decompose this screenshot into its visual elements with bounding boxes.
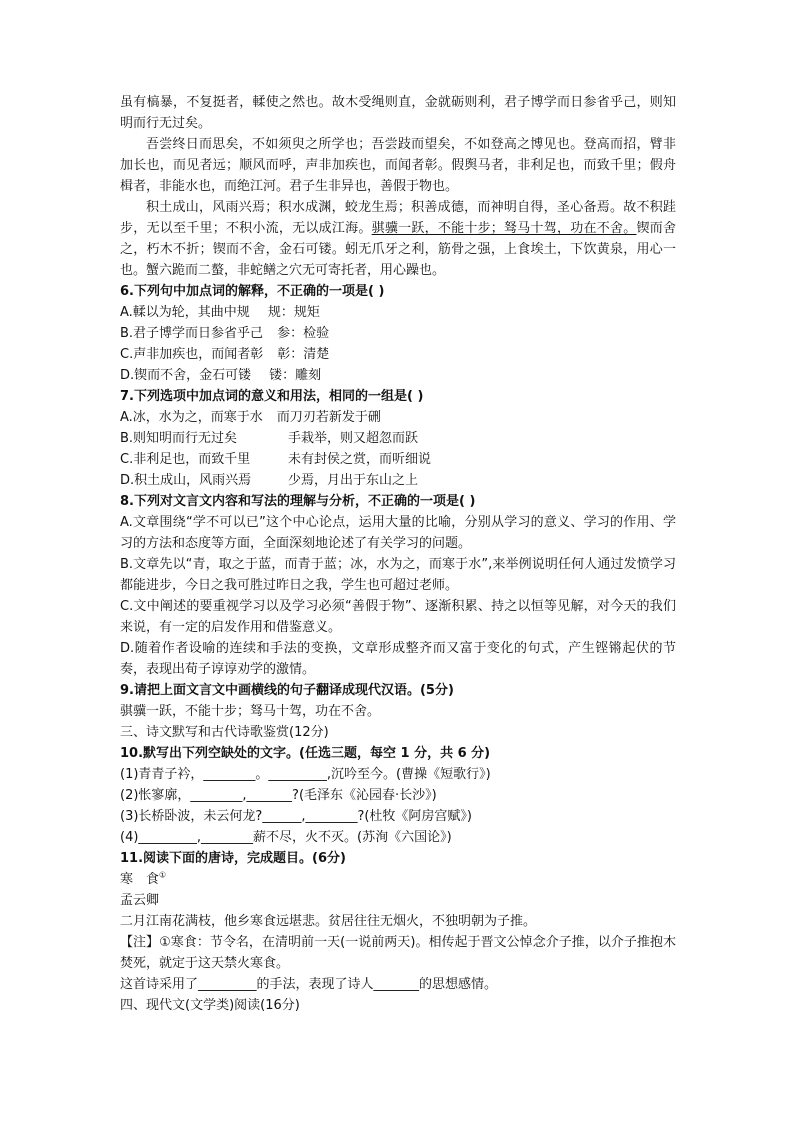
passage-paragraph-3: [120, 197, 676, 281]
poem-note: 【注】①寒食：节令名，在清明前一天(一说前两天)。相传起于晋文公悼念介子推，以介子推抱木焚死，就定于这天禁火寒食。: [120, 935, 676, 971]
option-text: A.輮以为轮，其曲中规: [120, 305, 250, 320]
option-gloss: 彰：清楚: [277, 347, 330, 362]
q10-item-4: (4)_________,________薪不尽，火不灭。(苏洵《六国论》): [120, 830, 452, 845]
q9-sentence: 骐骥一跃，不能十步；驽马十驾，功在不舍。: [120, 704, 381, 719]
q8-option-c: C.文中阐述的要重视学习以及学习必须“善假于物”、逐渐积累、持之以恒等见解，对今天的我们来说，有一定的启发作用和借鉴意义。: [120, 599, 676, 635]
option-gloss: 镂：雕刻: [269, 368, 322, 383]
q7-option-a: [120, 407, 676, 428]
q8-option-d: D.随着作者设喻的连续和手法的变换，文章形成整齐而又富于变化的句式，产生铿锵起伏的节奏，表现出荀子谆谆劝学的激情。: [120, 641, 676, 677]
q6-option-b: [120, 323, 676, 344]
q7-option-d: [120, 470, 676, 491]
q6-option-a: [120, 302, 676, 323]
passage-paragraph-1: 虽有槁暴，不复挺者，輮使之然也。故木受绳则直，金就砺则利，君子博学而日参省乎己，则知明而行无过矣。: [120, 95, 676, 131]
option-compare: 手栽举，则又超忽而跃: [288, 431, 419, 446]
section-3-heading: 三、诗文默写和古代诗歌鉴赏(12分): [120, 725, 329, 740]
question-9-stem: 9.请把上面文言文中画横线的句子翻译成现代汉语。(5分): [120, 683, 454, 698]
question-6-stem: 6.下列句中加点词的解释，不正确的一项是( ): [120, 284, 385, 299]
footnote-marker: ①: [159, 870, 167, 880]
option-text: C.非利足也，而致千里: [120, 452, 251, 467]
question-11-stem: 11.阅读下面的唐诗，完成题目。(6分): [120, 851, 346, 866]
q7-option-b: [120, 428, 676, 449]
option-compare: 未有封侯之赏，而听细说: [288, 452, 432, 467]
option-text: D.锲而不舍，金石可镂: [120, 368, 252, 383]
option-text: D.积土成山，风雨兴焉: [120, 473, 252, 488]
q10-item-2: (2)怅寥廓，________,_______?(毛泽东《沁园春·长沙》): [120, 788, 437, 803]
option-gloss: 规：规矩: [267, 305, 320, 320]
underlined-sentence: 骐骥一跃，不能十步；驽马十驾，功在不舍。: [371, 221, 637, 236]
q10-item-3: (3)长桥卧波，未云何龙?______,________?(杜牧《阿房宫赋》): [120, 809, 472, 824]
poem-title-text: 寒 食: [120, 872, 160, 887]
option-compare: 少焉，月出于东山之上: [288, 473, 419, 488]
question-8-stem: 8.下列对文言文内容和写法的理解与分析，不正确的一项是( ): [120, 494, 476, 509]
q8-option-b: B.文章先以“青，取之于蓝，而青于蓝；冰，水为之，而寒于水”,来举例说明任何人通过发愤学习都能进步，今日之我可胜过昨日之我，学生也可超过老师。: [120, 557, 676, 593]
section-4-heading: 四、现代文(文学类)阅读(16分): [120, 998, 300, 1013]
q10-item-1: (1)青青子衿，________。_________,沉吟至今。(曹操《短歌行》): [120, 767, 491, 782]
option-text: B.君子博学而日参省乎己: [120, 326, 264, 341]
option-compare: 而刀刃若新发于硎: [276, 410, 381, 425]
passage-paragraph-2: 吾尝终日而思矣，不如须臾之所学也；吾尝跂而望矣，不如登高之博见也。登高而招，臂非加长也，而见者远；顺风而呼，声非加疾也，而闻者彰。假舆马者，非利足也，而致千里；假舟楫者，非能水也，而绝江河。君子生非异也，善假于物也。: [120, 137, 676, 194]
question-7-stem: 7.下列选项中加点词的意义和用法，相同的一组是( ): [120, 389, 424, 404]
passage-text: 积土成山，风雨兴焉；积水成渊，蛟龙生焉；积善成德，而神明自得，圣心备焉。故不积跬步，无以至千里；不积小流，无以成江海。: [120, 200, 676, 236]
exam-page: [120, 92, 676, 1016]
poem-text: 二月江南花满枝，他乡寒食远堪悲。贫居往往无烟火，不独明朝为子推。: [120, 914, 537, 929]
passage-text: 锲而舍之，朽木不折；锲而不舍，金石可镂。蚓无爪牙之利，筋骨之强，上食埃土，下饮黄泉，用心一也。蟹六跪而二螯，非蛇鳝之穴无可寄托者，用心躁也。: [120, 221, 676, 278]
question-10-stem: 10.默写出下列空缺处的文字。(任选三题，每空 1 分，共 6 分): [120, 746, 491, 761]
q6-option-c: [120, 344, 676, 365]
q7-option-c: [120, 449, 676, 470]
q6-option-d: [120, 365, 676, 386]
poem-title: [120, 869, 676, 890]
option-text: B.则知明而行无过矣: [120, 431, 238, 446]
poem-author: 孟云卿: [120, 893, 160, 908]
q11-question: 这首诗采用了_________的手法，表现了诗人_______的思想感情。: [120, 977, 498, 992]
q8-option-a: A.文章围绕“学不可以已”这个中心论点，运用大量的比喻，分别从学习的意义、学习的作用、学习的方法和态度等方面，全面深刻地论述了有关学习的问题。: [120, 515, 676, 551]
option-gloss: 参：检验: [277, 326, 330, 341]
option-text: C.声非加疾也，而闻者彰: [120, 347, 264, 362]
option-text: A.冰，水为之，而寒于水: [120, 410, 263, 425]
